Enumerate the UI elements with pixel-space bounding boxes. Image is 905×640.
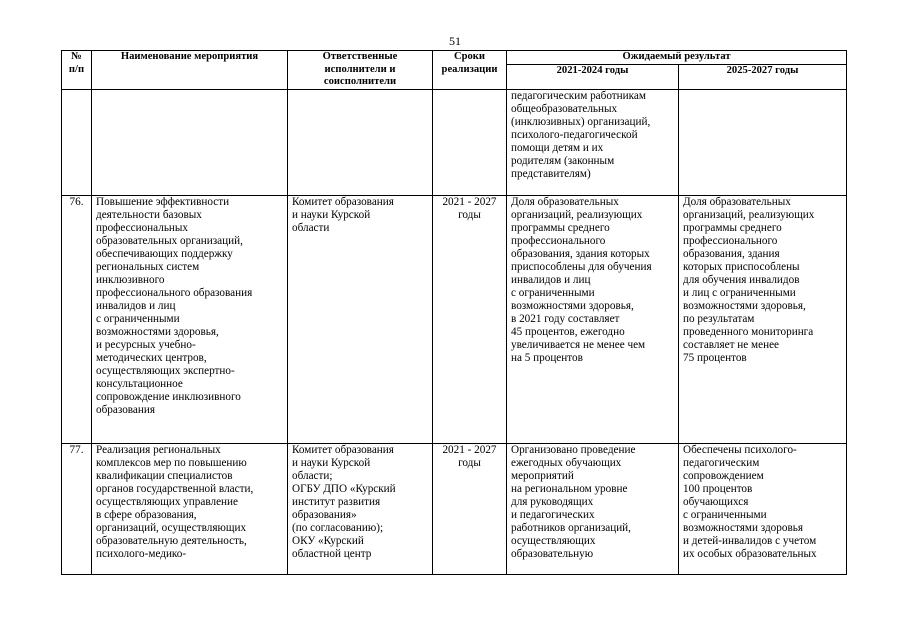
text-line: профессионального образования: [96, 287, 253, 299]
text-line: профессионального: [511, 235, 606, 247]
text-line: программы среднего: [683, 222, 782, 234]
text-line: органов государственной власти,: [96, 483, 254, 495]
text-line: образовательную: [511, 548, 594, 560]
header-number-line: п/п: [68, 63, 85, 75]
text-line: с ограниченными: [511, 287, 595, 299]
header-row-1: [62, 51, 847, 65]
text-line: области: [292, 222, 330, 234]
text-line: которых приспособлены: [683, 261, 800, 273]
text-line: осуществляющих экспертно-: [96, 365, 235, 377]
text-line: консультационное: [96, 378, 183, 390]
text-line: с ограниченными: [96, 313, 180, 325]
page-number: 51: [449, 34, 461, 48]
header-responsible: [288, 51, 433, 90]
text-line: 2021 - 2027: [442, 444, 497, 456]
header-result-2021: 2021-2024 годы: [507, 64, 679, 90]
header-expected-result: Ожидаемый результат: [507, 51, 847, 65]
cell-responsible: [288, 444, 433, 575]
text-line: региональных систем: [96, 261, 200, 273]
text-line: программы среднего: [511, 222, 610, 234]
text-line: профессионального: [683, 235, 778, 247]
cell-name: [92, 196, 288, 444]
text-line: и педагогических: [511, 509, 595, 521]
table-body: [62, 90, 847, 575]
text-line: и лиц с ограниченными: [683, 287, 796, 299]
text-line: помощи детям и их: [511, 142, 604, 154]
text-line: образования, здания: [683, 248, 780, 260]
text-line: 45 процентов, ежегодно: [511, 326, 625, 338]
text-line: по результатам: [683, 313, 755, 325]
text-line: сопровождением: [683, 470, 764, 482]
text-line: родителям (законным: [511, 155, 615, 167]
text-line: областной центр: [292, 548, 372, 560]
text-line: в 2021 году составляет: [511, 313, 620, 325]
text-line: педагогическим работникам: [511, 90, 646, 102]
header-number-line: №: [71, 51, 82, 62]
text-line: с ограниченными: [683, 509, 767, 521]
header-responsible-line: исполнители и: [324, 63, 396, 75]
text-line: педагогическим: [683, 457, 760, 469]
text-line: приспособлены для обучения: [511, 261, 652, 273]
cell-number: [62, 90, 92, 196]
text-line: образовательную деятельность,: [96, 535, 247, 547]
cell-responsible: [288, 90, 433, 196]
text-line: обеспечивающих поддержку: [96, 248, 233, 260]
cell-number: 76.: [62, 196, 92, 444]
text-line: инвалидов и лиц: [96, 300, 176, 312]
text-line: Доля образовательных: [683, 196, 791, 208]
header-responsible-line: соисполнители: [323, 76, 397, 87]
text-line: Комитет образования: [292, 196, 394, 208]
text-line: для обучения инвалидов: [683, 274, 800, 286]
text-line: составляет не менее: [683, 339, 780, 351]
text-line: комплексов мер по повышению: [96, 457, 247, 469]
text-line: возможностями здоровья,: [683, 300, 806, 312]
text-line: обучающихся: [683, 496, 749, 508]
text-line: образования: [96, 404, 156, 416]
text-line: квалификации специалистов: [96, 470, 233, 482]
text-line: для руководящих: [511, 496, 594, 508]
cell-result-2021: [507, 196, 679, 444]
text-line: на региональном уровне: [511, 483, 628, 495]
text-line: представителям): [511, 168, 591, 180]
text-line: образования, здания которых: [511, 248, 650, 260]
text-line: (по согласованию);: [292, 522, 384, 534]
text-line: инклюзивного: [96, 274, 165, 286]
text-line: Доля образовательных: [511, 196, 619, 208]
text-line: ежегодных обучающих: [511, 457, 622, 469]
text-line: в сфере образования,: [96, 509, 197, 521]
header-period: [433, 51, 507, 90]
table-row: [62, 90, 847, 196]
text-line: осуществляющих: [511, 535, 596, 547]
text-line: деятельности базовых: [96, 209, 202, 221]
header-result-2025: 2025-2027 годы: [679, 64, 847, 90]
cell-responsible: [288, 196, 433, 444]
measures-table: [61, 50, 847, 575]
text-line: и ресурсных учебно-: [96, 339, 196, 351]
text-line: психолого-медико-: [96, 548, 187, 560]
text-line: общеобразовательных: [511, 103, 618, 115]
cell-period: [433, 444, 507, 575]
text-line: организаций, реализующих: [683, 209, 815, 221]
text-line: Комитет образования: [292, 444, 394, 456]
header-period-line: реализации: [441, 63, 498, 75]
text-line: осуществляющих управление: [96, 496, 238, 508]
cell-result-2025: [679, 444, 847, 575]
text-line: их особых образовательных: [683, 548, 817, 560]
text-line: на 5 процентов: [511, 352, 583, 364]
cell-name: [92, 444, 288, 575]
cell-result-2025: [679, 90, 847, 196]
text-line: возможностями здоровья: [683, 522, 803, 534]
cell-period: [433, 90, 507, 196]
text-line: области;: [292, 470, 333, 482]
cell-result-2025: [679, 196, 847, 444]
text-line: возможностями здоровья,: [96, 326, 219, 338]
text-line: Реализация региональных: [96, 444, 221, 456]
text-line: Организовано проведение: [511, 444, 636, 456]
text-line: годы: [458, 209, 481, 221]
text-line: образования»: [292, 509, 357, 521]
cell-name: [92, 90, 288, 196]
text-line: 75 процентов: [683, 352, 747, 364]
text-line: организаций, осуществляющих: [96, 522, 247, 534]
text-line: инвалидов и лиц: [511, 274, 591, 286]
text-line: организаций, реализующих: [511, 209, 643, 221]
text-line: ОГБУ ДПО «Курский: [292, 483, 396, 495]
header-period-line: Сроки: [453, 51, 486, 62]
text-line: возможностями здоровья,: [511, 300, 634, 312]
text-line: сопровождение инклюзивного: [96, 391, 241, 403]
text-line: и науки Курской: [292, 209, 371, 221]
text-line: проведенного мониторинга: [683, 326, 814, 338]
text-line: работников организаций,: [511, 522, 631, 534]
text-line: (инклюзивных) организаций,: [511, 116, 651, 128]
text-line: Повышение эффективности: [96, 196, 230, 208]
text-line: методических центров,: [96, 352, 207, 364]
table-row: [62, 444, 847, 575]
text-line: психолого-педагогической: [511, 129, 638, 141]
text-line: 100 процентов: [683, 483, 753, 495]
header-number: [62, 51, 92, 90]
text-line: институт развития: [292, 496, 381, 508]
text-line: и науки Курской: [292, 457, 371, 469]
text-line: 2021 - 2027: [442, 196, 497, 208]
text-line: Обеспечены психолого-: [683, 444, 797, 456]
text-line: образовательных организаций,: [96, 235, 243, 247]
text-line: мероприятий: [511, 470, 574, 482]
text-line: профессиональных: [96, 222, 189, 234]
cell-result-2021: [507, 444, 679, 575]
table-row: [62, 196, 847, 444]
text-line: и детей-инвалидов с учетом: [683, 535, 817, 547]
header-name: Наименование мероприятия: [92, 51, 288, 90]
header-responsible-line: Ответственные: [322, 51, 398, 62]
text-line: увеличивается не менее чем: [511, 339, 646, 351]
text-line: ОКУ «Курский: [292, 535, 364, 547]
cell-number: 77.: [62, 444, 92, 575]
text-line: годы: [458, 457, 481, 469]
cell-period: [433, 196, 507, 444]
cell-result-2021: [507, 90, 679, 196]
